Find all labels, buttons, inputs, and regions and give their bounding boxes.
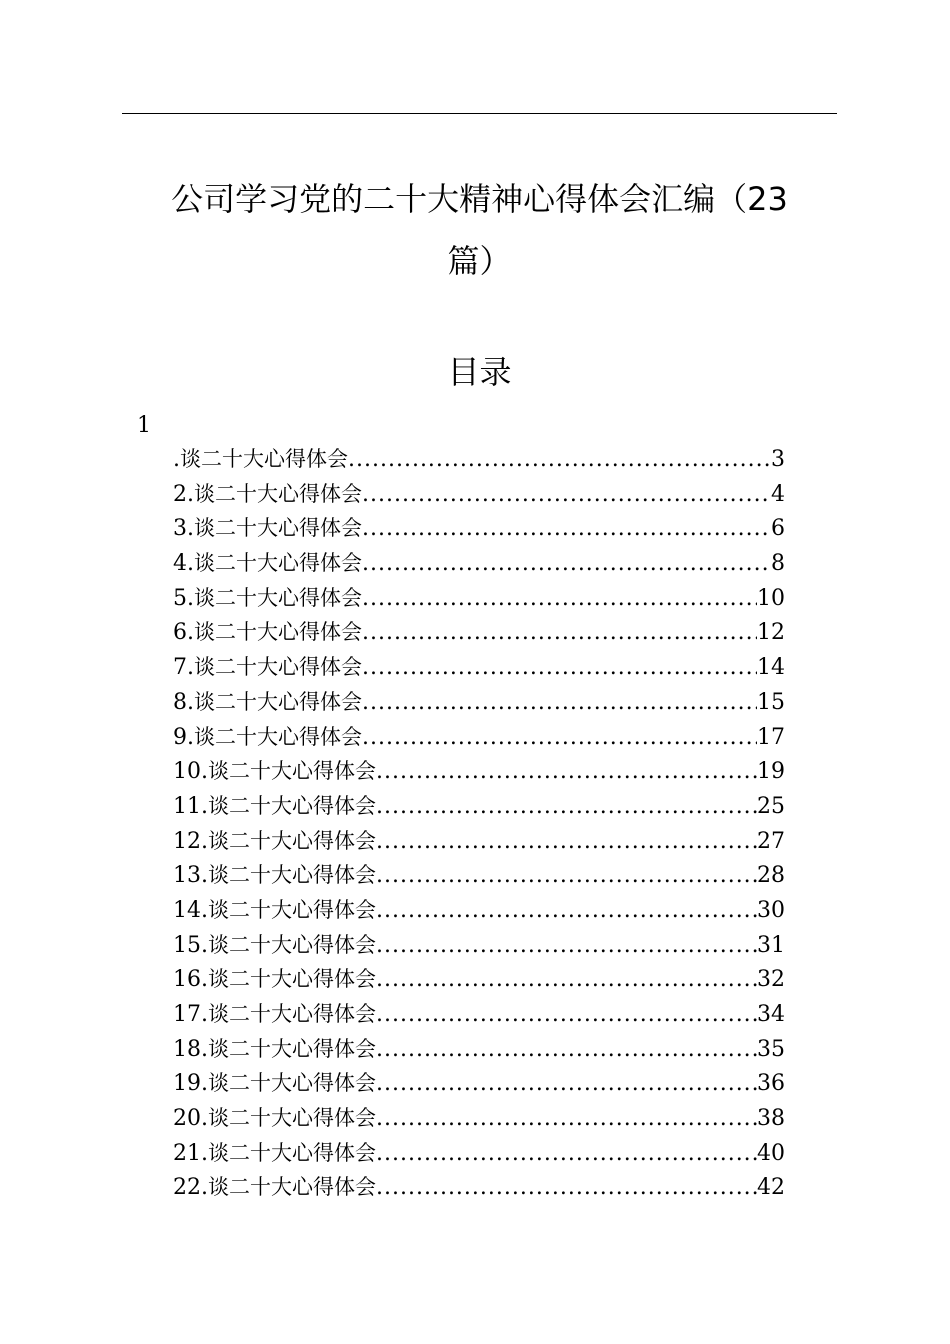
toc-entry-title: 谈二十大心得体会	[194, 585, 362, 610]
toc-entry-number: 2.	[173, 481, 194, 507]
toc-entry-title: 谈二十大心得体会	[208, 932, 376, 957]
toc-entry-number: 15.	[173, 932, 208, 958]
toc-entry[interactable]	[173, 720, 785, 755]
toc-entry[interactable]	[173, 615, 785, 650]
toc-entry-title: 谈二十大心得体会	[208, 863, 376, 888]
toc-entry-page: 30	[757, 897, 785, 923]
toc-entry-page: 42	[757, 1175, 785, 1201]
toc-entry[interactable]	[173, 442, 785, 477]
toc-entry-page: 40	[757, 1140, 785, 1166]
toc-entry[interactable]	[173, 546, 785, 581]
toc-entry-title: 谈二十大心得体会	[208, 1071, 376, 1096]
toc-entry-number: 9.	[173, 724, 194, 750]
toc-entry-title: 谈二十大心得体会	[208, 1175, 376, 1200]
toc-heading: 目录	[447, 353, 512, 391]
toc-entry-number: 12.	[173, 828, 208, 854]
toc-entry-number: 7.	[173, 655, 194, 681]
toc-dot-leader	[376, 1171, 757, 1205]
toc-dot-leader	[362, 686, 757, 720]
toc-entry-title: 谈二十大心得体会	[194, 516, 362, 541]
toc-entry-page: 10	[757, 585, 785, 611]
toc-entry-number: 5.	[173, 585, 194, 611]
toc-entry-title: 谈二十大心得体会	[194, 551, 362, 576]
toc-dot-leader	[362, 512, 771, 546]
toc-entry-number: 14.	[173, 897, 208, 923]
toc-entry-title: 谈二十大心得体会	[208, 967, 376, 992]
toc-entry-number: 21.	[173, 1140, 208, 1166]
toc-lead-number: 1	[137, 413, 151, 438]
toc-entry-number: 16.	[173, 967, 208, 993]
toc-entry-number: 17.	[173, 1002, 208, 1027]
toc-dot-leader	[348, 443, 771, 477]
toc-entry-page: 6	[771, 516, 785, 542]
toc-entry-number: 19.	[173, 1071, 208, 1097]
toc-entry-title: 谈二十大心得体会	[208, 759, 376, 784]
toc-dot-leader	[376, 998, 757, 1032]
toc-entry[interactable]	[173, 789, 785, 824]
toc-entry-title: 谈二十大心得体会	[194, 620, 362, 645]
toc-entry[interactable]	[173, 1101, 785, 1136]
toc-entry-title: 谈二十大心得体会	[180, 447, 348, 471]
toc-entry-page: 27	[757, 828, 785, 854]
toc-entry-number: 3.	[173, 516, 194, 542]
toc-dot-leader	[362, 582, 757, 616]
header-rule	[122, 113, 837, 114]
toc-entry[interactable]	[173, 581, 785, 616]
toc-entry-number: 22.	[173, 1175, 208, 1201]
toc-dot-leader	[376, 825, 757, 859]
toc-dot-leader	[376, 1033, 757, 1067]
toc-dot-leader	[376, 1137, 757, 1171]
toc-entry-page: 34	[757, 1002, 785, 1027]
toc-entry-title: 谈二十大心得体会	[208, 1036, 376, 1061]
toc-entry[interactable]	[173, 962, 785, 997]
toc-dot-leader	[362, 547, 771, 581]
toc-entry[interactable]	[173, 893, 785, 928]
toc-entry-title: 谈二十大心得体会	[208, 1140, 376, 1165]
toc-dot-leader	[376, 1067, 757, 1101]
toc-entry[interactable]	[173, 650, 785, 685]
toc-entry-page: 17	[757, 724, 785, 750]
toc-entry-page: 15	[757, 689, 785, 715]
toc-entry-number: 10.	[173, 759, 208, 785]
toc-entry-title: 谈二十大心得体会	[208, 793, 376, 818]
toc-dot-leader	[362, 721, 757, 755]
toc-entry-page: 35	[757, 1036, 785, 1062]
toc-entry[interactable]	[173, 685, 785, 720]
toc-entry[interactable]	[173, 1032, 785, 1067]
document-title-line-1: 公司学习党的二十大精神心得体会汇编（23	[171, 180, 788, 218]
table-of-contents	[173, 442, 785, 1205]
toc-entry-number: 20.	[173, 1106, 208, 1132]
toc-entry-number: 18.	[173, 1036, 208, 1062]
toc-dot-leader	[376, 1102, 757, 1136]
toc-entry-title: 谈二十大心得体会	[208, 1106, 376, 1131]
toc-entry-page: 14	[757, 655, 785, 681]
toc-entry-title: 谈二十大心得体会	[194, 481, 362, 506]
toc-entry-number: 4.	[173, 551, 194, 577]
toc-entry-page: 25	[757, 793, 785, 819]
toc-entry[interactable]	[173, 511, 785, 546]
toc-entry-page: 8	[771, 551, 785, 577]
document-title	[122, 168, 837, 292]
toc-entry-number: 11.	[173, 793, 208, 819]
toc-entry-title: 谈二十大心得体会	[208, 897, 376, 922]
toc-entry-page: 32	[757, 967, 785, 993]
toc-dot-leader	[362, 616, 757, 650]
toc-entry[interactable]	[173, 824, 785, 859]
toc-entry[interactable]	[173, 858, 785, 893]
toc-dot-leader	[376, 929, 757, 963]
toc-entry[interactable]	[173, 997, 785, 1032]
toc-entry-title: 谈二十大心得体会	[208, 828, 376, 853]
toc-entry-page: 4	[771, 481, 785, 507]
toc-entry[interactable]	[173, 928, 785, 963]
toc-entry[interactable]	[173, 1136, 785, 1171]
toc-entry-page: 31	[757, 932, 785, 958]
toc-entry-page: 19	[757, 759, 785, 785]
toc-entry-title: 谈二十大心得体会	[194, 724, 362, 749]
toc-entry-number: .	[173, 447, 180, 472]
toc-entry[interactable]	[173, 1170, 785, 1205]
toc-entry[interactable]	[173, 754, 785, 789]
toc-dot-leader	[362, 651, 757, 685]
toc-dot-leader	[376, 755, 757, 789]
toc-entry-title: 谈二十大心得体会	[208, 1002, 376, 1026]
toc-entry-page: 12	[757, 620, 785, 646]
toc-entry-number: 13.	[173, 863, 208, 889]
toc-entry-page: 3	[771, 447, 785, 472]
toc-dot-leader	[376, 790, 757, 824]
toc-dot-leader	[376, 963, 757, 997]
toc-entry-page: 28	[757, 863, 785, 889]
toc-entry-page: 38	[757, 1106, 785, 1132]
toc-dot-leader	[362, 478, 771, 512]
toc-dot-leader	[376, 859, 757, 893]
toc-entry-title: 谈二十大心得体会	[194, 689, 362, 714]
toc-entry-number: 8.	[173, 689, 194, 715]
toc-dot-leader	[376, 894, 757, 928]
toc-entry-title: 谈二十大心得体会	[194, 655, 362, 680]
toc-entry-number: 6.	[173, 620, 194, 646]
document-title-line-2: 篇）	[447, 242, 512, 280]
toc-entry-page: 36	[757, 1071, 785, 1097]
toc-entry[interactable]	[173, 1066, 785, 1101]
toc-entry[interactable]	[173, 477, 785, 512]
